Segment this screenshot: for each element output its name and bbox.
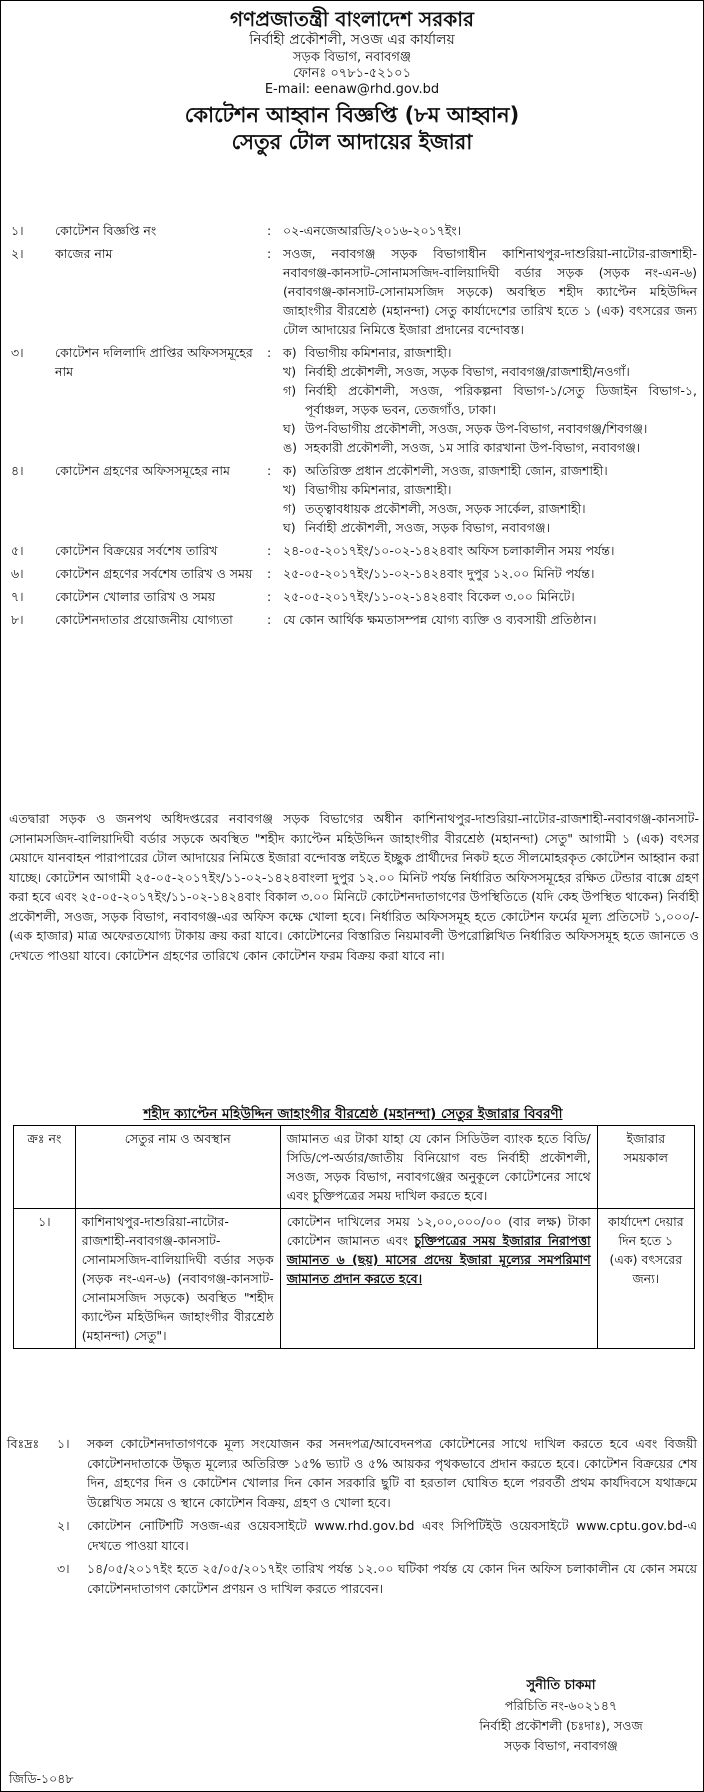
email: E-mail: eenaw@rhd.gov.bd bbox=[264, 82, 440, 97]
item-value: ২৫-০৫-২০১৭ইং/১১-০২-১৪২৪বাং বিকেল ৩.০০ মিনিটে। bbox=[283, 589, 575, 604]
division-name: সড়ক বিভাগ, নবাবগঞ্জ bbox=[293, 49, 411, 65]
signature-block bbox=[441, 1676, 681, 1756]
note-number: ১। bbox=[57, 1436, 70, 1451]
item-value: ০২-এনজেআরডি/২০১৬-২০১৭ইং। bbox=[283, 223, 462, 238]
sub-item: খ) বিভাগীয় কমিশনার, রাজশাহী। bbox=[283, 482, 452, 497]
table-cell: ১। bbox=[14, 1209, 76, 1349]
note-text: ১৪/০৫/২০১৭ইং হতে ২৫/০৫/২০১৭ইং তারিখ পর্যন্ত ১২.০০ ঘটিকা পর্যন্ত যে কোন দিন অফিস চলাকালীন যে কোন সময়ে কোটেশনদাতাগণ কোটেশন প্রণয়ন ও দাখিল করতে পারবেন। bbox=[87, 1561, 697, 1596]
note-item bbox=[7, 1559, 697, 1598]
item-number: ২। bbox=[11, 246, 24, 261]
item-number: ১। bbox=[11, 223, 24, 238]
sub-item: ঘ) উপ-বিভাগীয় প্রকৌশলী, সওজ, সড়ক উপ-বিভাগ, নবাবগঞ্জ/শিবগঞ্জ। bbox=[283, 421, 648, 436]
signatory-name: সুনীতি চাকমা bbox=[526, 1678, 596, 1693]
list-item: ৩। কোটেশন দলিলাদি প্রাপ্তির অফিসসমূহের নাম : ক) বিভাগীয় কমিশনার, রাজশাহী। খ) নির্বাহী প্রকৌশলী, সওজ, সড়ক বিভাগ, নবাবগঞ্জ/রাজশাহী/নওগাঁ। গ) নির্বাহী প্রকৌশলী, সওজ, পরিকল্পনা বিভাগ-১/সেতু ডিজাইন বিভাগ-১, পূর্বাঞ্চল, সড়ক ভবন, তেজগাঁও, ঢাকা। ঘ) উপ-বিভাগীয় প্রকৌশলী, সওজ, সড়ক উপ-বিভাগ, নবাবগঞ্জ/শিবগঞ্জ। ঙ) সহকারী প্রকৌশলী, সওজ, ১ম সারি কারখানা উপ-বিভাগ, নবাবগঞ্জ। bbox=[11, 345, 697, 455]
list-item: ৬। কোটেশন গ্রহণের সর্বশেষ তারিখ ও সময় : ২৫-০৫-২০১৭ইং/১১-০২-১৪২৪বাং দুপুর ১২.০০ মিনিট পর্যন্ত। bbox=[11, 564, 697, 583]
gd-code: জিডি-১০৪৮ bbox=[9, 1771, 74, 1786]
notes bbox=[7, 1434, 697, 1602]
sub-item: গ) নির্বাহী প্রকৌশলী, সওজ, পরিকল্পনা বিভাগ-১/সেতু ডিজাইন বিভাগ-১, পূর্বাঞ্চল, সড়ক ভবন, তেজগাঁও, ঢাকা। bbox=[283, 383, 697, 417]
table-row bbox=[14, 1209, 695, 1349]
header bbox=[1, 7, 703, 155]
note-text: সকল কোটেশনদাতাগণকে মূল্য সংযোজন কর সনদপত্র/আবেদনপত্র কোটেশনের সাথে দাখিল করতে হবে এবং বিজয়ী কোটেশনদাতাকে উদ্ধৃত মূল্যের অতিরিক্ত ১৫% ভ্যাট ও ৫% আয়কর পৃথকভাবে প্রদান করতে হবে। কোটেশন বিক্রয়ের শেষ দিন, গ্রহণের দিন ও কোটেশন খোলার দিন কোন সরকারি ছুটি বা হরতাল ঘোষিত হলে পরবর্তী প্রথম কার্যদিবসে যথাক্রমে উল্লেখিত সময়ে ও স্থানে কোটেশন বিক্রয়, গ্রহণ ও খোলা হবে। bbox=[87, 1436, 697, 1510]
table-cell: কাশিনাথপুর-দাশুরিয়া-নাটোর-রাজশাহী-নবাবগঞ্জ-কানসাট-সোনামসজিদ-বালিয়াদিঘী বর্ডার সড়ক (সড়ক নং-এন-৬) (নবাবগঞ্জ-কানসাট-সোনামসজিদ সড়কে) অবস্থিত "শহীদ ক্যাপ্টেন মহিউদ্দিন জাহাংগীর বীরশ্রেষ্ঠ (মহানন্দা) সেতু"। bbox=[75, 1209, 280, 1349]
item-number: ৭। bbox=[11, 589, 24, 604]
table-header: ইজারার সময়কাল bbox=[597, 1126, 694, 1209]
item-subs bbox=[283, 461, 697, 537]
note-number: ২। bbox=[57, 1518, 70, 1533]
table-header: সেতুর নাম ও অবস্থান bbox=[75, 1126, 280, 1209]
item-value: ২৫-০৫-২০১৭ইং/১১-০২-১৪২৪বাং দুপুর ১২.০০ মিনিট পর্যন্ত। bbox=[283, 566, 595, 581]
table-title: শহীদ ক্যাপ্টেন মহিউদ্দিন জাহাংগীর বীরশ্রেষ্ঠ (মহানন্দা) সেতুর ইজারার বিবরণী bbox=[143, 1106, 563, 1122]
item-value: যে কোন আর্থিক ক্ষমতাসম্পন্ন যোগ্য ব্যক্তি ও ব্যবসায়ী প্রতিষ্ঠান। bbox=[283, 612, 597, 627]
item-number: ৫। bbox=[11, 543, 24, 558]
notice-subtitle: সেতুর টোল আদায়ের ইজারা bbox=[231, 129, 473, 154]
signatory-designation: নির্বাহী প্রকৌশলী (চঃদাঃ), সওজ bbox=[479, 1718, 643, 1733]
item-label: কোটেশন দলিলাদি প্রাপ্তির অফিসসমূহের নাম bbox=[55, 345, 253, 379]
item-label: কোটেশন গ্রহণের সর্বশেষ তারিখ ও সময় bbox=[55, 566, 253, 581]
sub-item: খ) নির্বাহী প্রকৌশলী, সওজ, সড়ক বিভাগ, নবাবগঞ্জ/রাজশাহী/নওগাঁ। bbox=[283, 364, 630, 379]
item-label: কোটেশন বিজ্ঞপ্তি নং bbox=[55, 223, 157, 238]
item-label: কোটেশন বিক্রয়ের সর্বশেষ তারিখ bbox=[55, 543, 218, 558]
table-cell: কার্যাদেশ দেয়ার দিন হতে ১ (এক) বৎসরের জন্য। bbox=[597, 1209, 694, 1349]
note-number: ৩। bbox=[57, 1561, 70, 1576]
signatory-office: সড়ক বিভাগ, নবাবগঞ্জ bbox=[504, 1738, 618, 1753]
sub-item: ক) অতিরিক্ত প্রধান প্রকৌশলী, সওজ, রাজশাহী জোন, রাজশাহী। bbox=[283, 463, 608, 478]
item-label: কোটেশন খোলার তারিখ ও সময় bbox=[55, 589, 216, 604]
list-item: ৮। কোটেশনদাতার প্রয়োজনীয় যোগ্যতা : যে কোন আর্থিক ক্ষমতাসম্পন্ন যোগ্য ব্যক্তি ও ব্যবসায়ী প্রতিষ্ঠান। bbox=[11, 610, 697, 629]
table-header: জামানত এর টাকা যাহা যে কোন সিডিউল ব্যাংক হতে বিডি/সিডি/পে-অর্ডার/জাতীয় বিনিয়োগ বন্ড নির্বাহী প্রকৌশলী, সওজ, সড়ক বিভাগ, নবাবগঞ্জের অনুকূলে কোটেশনের সাথে এবং চুক্তিপত্রের সময় দাখিল করতে হবে। bbox=[280, 1126, 597, 1209]
note-item bbox=[7, 1434, 697, 1512]
note-item bbox=[7, 1516, 697, 1555]
deposit-emphasis: চুক্তিপত্রের সময় ইজারার নিরাপত্তা জামানত ৬ (ছয়) মাসের প্রদেয় ইজারা মূল্যের সমপরিমাণ জামানত প্রদান করতে হবে। bbox=[286, 1233, 591, 1286]
table-cell bbox=[280, 1209, 597, 1349]
sub-item: ঙ) সহকারী প্রকৌশলী, সওজ, ১ম সারি কারখানা উপ-বিভাগ, নবাবগঞ্জ। bbox=[283, 440, 641, 455]
note-text: কোটেশন নোটিশটি সওজ-এর ওয়েবসাইটে www.rhd.gov.bd এবং সিপিটিইউ ওয়েবসাইটে www.cptu.gov.bd-এ দেখতে পাওয়া যাবে। bbox=[87, 1518, 697, 1553]
item-number: ৩। bbox=[11, 345, 24, 360]
deposit-text: কোটেশন দাখিলের সময় ১২,০০,০০০/০০ (বার লক্ষ) টাকা কোটেশন জামানত এবং bbox=[286, 1214, 591, 1248]
item-number: ৪। bbox=[11, 463, 24, 478]
list-item: ২। কাজের নাম : সওজ, নবাবগঞ্জ সড়ক বিভাগাধীন কাশিনাথপুর-দাশুরিয়া-নাটোর-রাজশাহী-নবাবগঞ্জ-কানসাট-সোনামসজিদ-বালিয়াদিঘী বর্ডার সড়ক (সড়ক নং-এন-৬) (নবাবগঞ্জ-কানসাট-সোনামসজিদ সড়কে) অবস্থিত শহীদ ক্যাপ্টেন মহিউদ্দিন জাহাংগীর বীরশ্রেষ্ঠ (মহানন্দা) সেতু কার্যাদেশের তারিখ হতে ১ (এক) বৎসরের জন্য টোল আদায়ের নিমিত্তে ইজারা প্রদানের বন্দোবস্ত। bbox=[11, 246, 697, 337]
table-header: ক্রঃ নং bbox=[14, 1126, 76, 1209]
item-value: সওজ, নবাবগঞ্জ সড়ক বিভাগাধীন কাশিনাথপুর-দাশুরিয়া-নাটোর-রাজশাহী-নবাবগঞ্জ-কানসাট-সোনামসজিদ-বালিয়াদিঘী বর্ডার সড়ক (সড়ক নং-এন-৬) (নবাবগঞ্জ-কানসাট-সোনামসজিদ সড়কে) অবস্থিত শহীদ ক্যাপ্টেন মহিউদ্দিন জাহাংগীর বীরশ্রেষ্ঠ (মহানন্দা) সেতু কার্যাদেশের তারিখ হতে ১ (এক) বৎসরের জন্য টোল আদায়ের নিমিত্তে ইজারা প্রদানের বন্দোবস্ত। bbox=[283, 246, 697, 337]
item-number: ৮। bbox=[11, 612, 24, 627]
body-paragraph: এতদ্বারা সড়ক ও জনপথ অধিদপ্তরের নবাবগঞ্জ সড়ক বিভাগের অধীন কাশিনাথপুর-দাশুরিয়া-নাটোর-রাজশাহী-নবাবগঞ্জ-কানসাট-সোনামসজিদ-বালিয়াদিঘী বর্ডার সড়কে অবস্থিত "শহীদ ক্যাপ্টেন মহিউদ্দিন জাহাংগীর বীরশ্রেষ্ঠ (মহানন্দা) সেতু" আগামী ১ (এক) বৎসর মেয়াদে যানবাহন পারাপারের টোল আদায়ের নিমিত্তে ইজারা বন্দোবস্ত লইতে ইচ্ছুক প্রার্থীদের নিকট হতে সীলমোহরকৃত কোটেশন আহ্বান করা যাচ্ছে। কোটেশন আগামী ২৫-০৫-২০১৭ইং/১১-০২-১৪২৪বাংলা দুপুর ১২.০০ মিনিট পর্যন্ত নির্ধারিত অফিসসমূহের রক্ষিত টেন্ডার বাক্সে গ্রহণ করা হবে এবং ২৫-০৫-২০১৭ইং/১১-০২-১৪২৪বাং বিকাল ৩.০০ মিনিটে কোটেশনদাতাগণের উপস্থিতিতে (যদি কেহ উপস্থিত থাকেন) নির্বাহী প্রকৌশলী, সওজ, সড়ক বিভাগ, নবাবগঞ্জ-এর অফিস কক্ষে খোলা হবে। নির্ধারিত অফিসসমূহ হতে কোটেশন ফর্মের মূল্য প্রতিসেট ১,০০০/- (এক হাজার) মাত্র অফেরতযোগ্য টাকায় ক্রয় করা যাবে। কোটেশনের বিস্তারিত নিয়মাবলী উপরোল্লিখিত নির্ধারিত অফিসসমূহ হতে জানতে ও দেখতে পাওয়া যাবে। কোটেশন গ্রহণের তারিখে কোন কোটেশন ফরম বিক্রয় করা যাবে না। bbox=[9, 811, 699, 963]
signatory-id: পরিচিতি নং-৬০২১৪৭ bbox=[504, 1698, 618, 1713]
list-item: ১। কোটেশন বিজ্ঞপ্তি নং : ০২-এনজেআরডি/২০১৬-২০১৭ইং। bbox=[11, 221, 697, 240]
note-prefix: বিঃদ্রঃ bbox=[7, 1436, 40, 1451]
item-label: কোটেশন গ্রহণের অফিসসমূহের নাম bbox=[55, 463, 230, 478]
notice-title: কোটেশন আহ্বান বিজ্ঞপ্তি (৮ম আহ্বান) bbox=[184, 103, 520, 128]
phone: ফোনঃ ০৭৮১-৫২১০১ bbox=[292, 65, 412, 81]
item-label: কোটেশনদাতার প্রয়োজনীয় যোগ্যতা bbox=[55, 612, 233, 627]
list-item: ৭। কোটেশন খোলার তারিখ ও সময় : ২৫-০৫-২০১৭ইং/১১-০২-১৪২৪বাং বিকেল ৩.০০ মিনিটে। bbox=[11, 587, 697, 606]
sub-item: ক) বিভাগীয় কমিশনার, রাজশাহী। bbox=[283, 345, 452, 360]
office-name: নির্বাহী প্রকৌশলী, সওজ এর কার্যালয় bbox=[249, 32, 455, 48]
item-value: ২৪-০৫-২০১৭ইং/১০-০২-১৪২৪বাং অফিস চলাকালীন সময় পর্যন্ত। bbox=[283, 543, 615, 558]
item-label: কাজের নাম bbox=[55, 246, 113, 261]
govt-title: গণপ্রজাতন্ত্রী বাংলাদেশ সরকার bbox=[230, 7, 474, 31]
table-header-row bbox=[14, 1126, 695, 1209]
list-item: ৪। কোটেশন গ্রহণের অফিসসমূহের নাম : ক) অতিরিক্ত প্রধান প্রকৌশলী, সওজ, রাজশাহী জোন, রাজশাহী। খ) বিভাগীয় কমিশনার, রাজশাহী। গ) তত্ত্বাবধায়ক প্রকৌশলী, সওজ, সড়ক সার্কেল, রাজশাহী। ঘ) নির্বাহী প্রকৌশলী, সওজ, সড়ক বিভাগ, নবাবগঞ্জ। bbox=[11, 461, 697, 537]
list-item: ৫। কোটেশন বিক্রয়ের সর্বশেষ তারিখ : ২৪-০৫-২০১৭ইং/১০-০২-১৪২৪বাং অফিস চলাকালীন সময় পর্যন্ত। bbox=[11, 541, 697, 560]
lease-table bbox=[13, 1125, 695, 1349]
sub-item: ঘ) নির্বাহী প্রকৌশলী, সওজ, সড়ক বিভাগ, নবাবগঞ্জ। bbox=[283, 520, 551, 535]
sub-item: গ) তত্ত্বাবধায়ক প্রকৌশলী, সওজ, সড়ক সার্কেল, রাজশাহী। bbox=[283, 501, 586, 516]
item-number: ৬। bbox=[11, 566, 24, 581]
items-list bbox=[11, 221, 697, 633]
item-subs bbox=[283, 343, 697, 457]
